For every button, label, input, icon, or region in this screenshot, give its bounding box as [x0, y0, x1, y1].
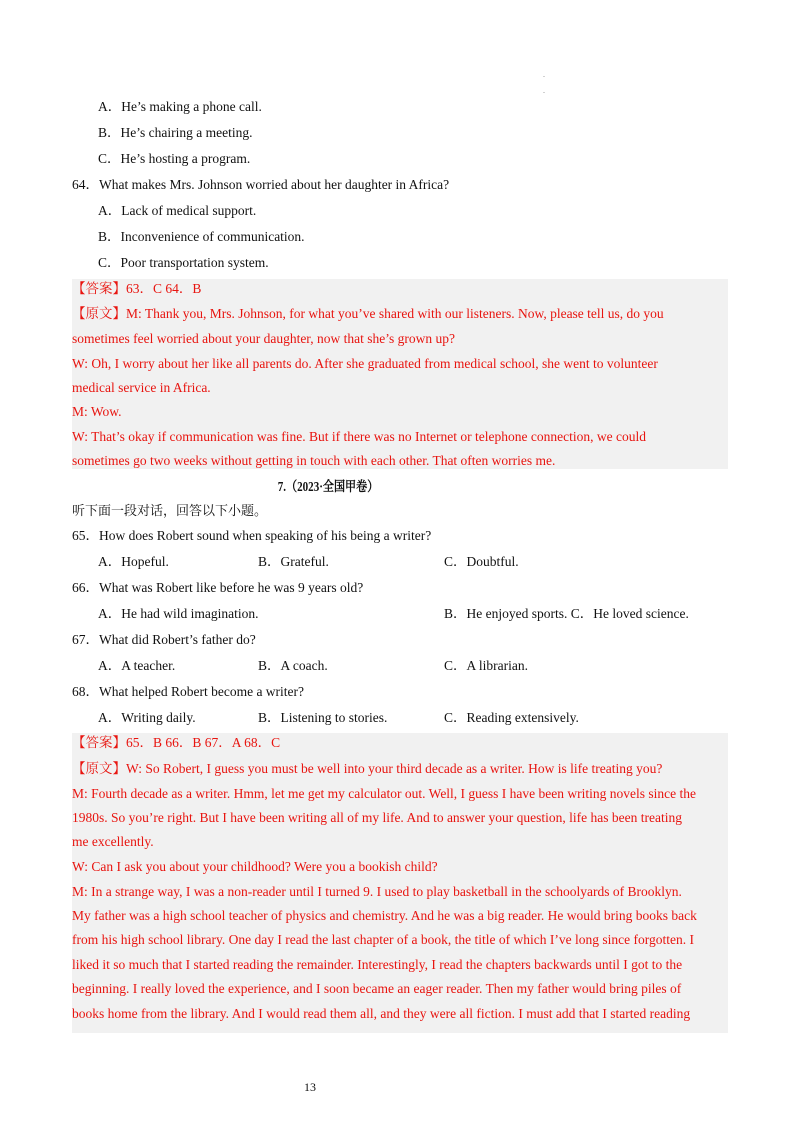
transcript-1-line: W: Oh, I worry about her like all parents do. After she graduated from medical school, she went to volunteer: [72, 356, 658, 371]
q66-option-a: A．He had wild imagination.: [98, 606, 259, 621]
transcript-2-line: 【原文】W: So Robert, I guess you must be well into your third decade as a writer. How is life treating you?: [72, 761, 663, 776]
answer-2-label: 【答案】65．B 66．B 67．A 68．C: [72, 735, 281, 750]
transcript-1-line: W: That’s okay if communication was fine. But if there was no Internet or telephone connection, we could: [72, 429, 646, 444]
q68-stem: 68．What helped Robert become a writer?: [72, 684, 305, 699]
q67-option-a: A．A teacher.: [98, 658, 176, 673]
q64-option-a: A．Lack of medical support.: [98, 203, 257, 218]
q63-option-a: A．He’s making a phone call.: [98, 99, 262, 114]
transcript-1-line: medical service in Africa.: [72, 380, 211, 395]
q67-option-b: B．A coach.: [258, 658, 328, 673]
q64-option-b: B．Inconvenience of communication.: [98, 229, 305, 244]
header-mark: .: [543, 70, 545, 79]
section-instruction: 听下面一段对话，回答以下小题。: [72, 504, 268, 519]
transcript-2-line: beginning. I really loved the experience, and I soon became an eager reader. Then my father would bring piles of: [72, 981, 682, 996]
header-mark: .: [543, 86, 545, 95]
q65-option-c: C．Doubtful.: [444, 554, 519, 569]
transcript-2-line: me excellently.: [72, 834, 154, 849]
transcript-1-line: 【原文】M: Thank you, Mrs. Johnson, for what you’ve shared with our listeners. Now, please tell us, do you: [72, 306, 664, 321]
answer-1-label: 【答案】63．C 64．B: [72, 281, 202, 296]
q68-option-c: C．Reading extensively.: [444, 710, 579, 725]
section-title: 7.（2023·全国甲卷）: [277, 479, 379, 494]
q66-option-bc: B．He enjoyed sports. C．He loved science.: [444, 606, 689, 621]
q65-option-a: A．Hopeful.: [98, 554, 169, 569]
transcript-1-line: sometimes go two weeks without getting in touch with each other. That often worries me.: [72, 453, 556, 468]
transcript-2-line: liked it so much that I started reading the remainder. Interestingly, I read the chapters backwards until I got to the: [72, 957, 683, 972]
page-number: 13: [304, 1080, 316, 1094]
transcript-2-line: M: Fourth decade as a writer. Hmm, let me get my calculator out. Well, I guess I have been writing novels since the: [72, 786, 696, 801]
q68-option-a: A．Writing daily.: [98, 710, 196, 725]
transcript-2-line: W: Can I ask you about your childhood? Were you a bookish child?: [72, 859, 438, 874]
q64-stem: 64．What makes Mrs. Johnson worried about her daughter in Africa?: [72, 177, 450, 192]
q63-option-b: B．He’s chairing a meeting.: [98, 125, 253, 140]
q65-option-b: B．Grateful.: [258, 554, 329, 569]
q67-stem: 67．What did Robert’s father do?: [72, 632, 256, 647]
q67-option-c: C．A librarian.: [444, 658, 528, 673]
transcript-2-line: My father was a high school teacher of physics and chemistry. And he was a big reader. He would bring books back: [72, 908, 697, 923]
transcript-2-line: M: In a strange way, I was a non-reader until I turned 9. I used to play basketball in the schoolyards of Brooklyn.: [72, 884, 682, 899]
transcript-2-line: from his high school library. One day I read the last chapter of a book, the title of which I’ve long since forgotten. I: [72, 932, 694, 947]
transcript-2-line: books home from the library. And I would read them all, and they were all fiction. I must add that I started reading: [72, 1006, 691, 1021]
transcript-1-line: M: Wow.: [72, 404, 122, 419]
transcript-1-line: sometimes feel worried about your daughter, now that she’s grown up?: [72, 331, 455, 346]
q65-stem: 65．How does Robert sound when speaking of his being a writer?: [72, 528, 432, 543]
q66-stem: 66．What was Robert like before he was 9 years old?: [72, 580, 364, 595]
transcript-2-line: 1980s. So you’re right. But I have been writing all of my life. And to answer your question, life has been treating: [72, 810, 682, 825]
q68-option-b: B．Listening to stories.: [258, 710, 388, 725]
q63-option-c: C．He’s hosting a program.: [98, 151, 251, 166]
q64-option-c: C．Poor transportation system.: [98, 255, 269, 270]
